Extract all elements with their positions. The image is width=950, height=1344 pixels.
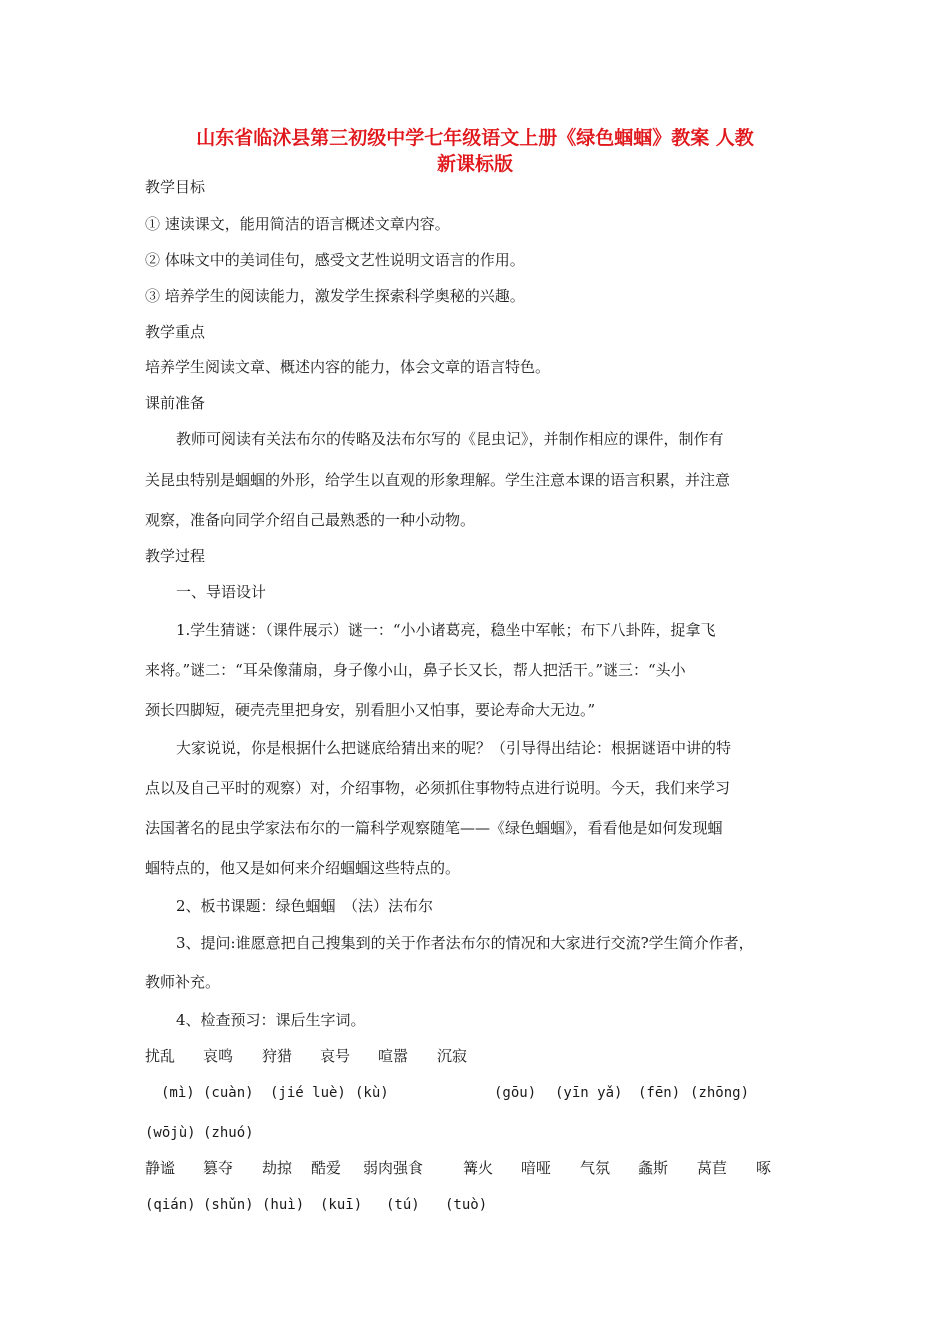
vocab-word: 哀号 [320,1047,351,1065]
vocab-word: 静谧 [145,1159,176,1177]
vocab-pinyin: (tú) [386,1197,420,1213]
focus-heading: 教学重点 [145,323,206,341]
riddle-line-1: 1.学生猜谜：（课件展示）谜一：“小小诸葛亮，稳坐中军帐；布下八卦阵，捉拿飞 [176,621,716,639]
section-3-line-2: 教师补充。 [145,973,221,991]
riddle-line-3: 颈长四脚短，硬壳壳里把身安，别看胆小又怕事，要论寿命大无边。” [145,701,596,719]
objective-item-2: ② 体味文中的美词佳句，感受文艺性说明文语言的作用。 [145,251,525,269]
section-3-line-1: 3、提问:谁愿意把自己搜集到的关于作者法布尔的情况和大家进行交流?学生简介作者， [176,934,754,952]
vocab-pinyin: (shǔn) [203,1197,254,1213]
vocab-word: 气氛 [580,1159,611,1177]
process-heading: 教学过程 [145,547,206,565]
vocab-pinyin: (kuī) [320,1197,363,1213]
section-1-heading: 一、导语设计 [176,583,267,601]
discussion-line-1: 大家说说，你是根据什么把谜底给猜出来的呢？（引导得出结论：根据谜语中讲的特 [176,739,732,757]
vocab-pinyin: (huì) [262,1197,305,1213]
vocab-word: 哀鸣 [203,1047,234,1065]
vocab-word: 扰乱 [145,1047,176,1065]
document-title-line-1: 山东省临沭县第三初级中学七年级语文上册《绿色蝈蝈》教案 人教 [196,127,754,149]
vocab-word: 螽斯 [638,1159,669,1177]
vocab-pinyin: (qián) [145,1197,196,1213]
vocab-word: 劫掠 [262,1159,293,1177]
section-4-text: 4、检查预习：课后生字词。 [176,1011,366,1029]
vocab-word: 篡夺 [203,1159,234,1177]
prep-line-2: 关昆虫特别是蝈蝈的外形，给学生以直观的形象理解。学生注意本课的语言积累，并注意 [145,471,731,489]
vocab-word: 喧嚣 [378,1047,409,1065]
section-2-text: 2、板书课题：绿色蝈蝈 （法）法布尔 [176,897,434,915]
focus-text: 培养学生阅读文章、概述内容的能力，体会文章的语言特色。 [145,358,551,376]
vocab-pinyin: (wōjù) [145,1125,196,1141]
riddle-line-2: 来将。”谜二：“耳朵像蒲扇，身子像小山，鼻子长又长，帮人把活干。”谜三：“头小 [145,661,686,679]
vocab-word: 喑哑 [521,1159,552,1177]
vocab-pinyin: (mì) [161,1085,195,1101]
objective-item-1: ① 速读课文，能用简洁的语言概述文章内容。 [145,215,450,233]
discussion-line-3: 法国著名的昆虫学家法布尔的一篇科学观察随笔——《绿色蝈蝈》，看看他是如何发现蝈 [145,819,723,837]
prep-line-1: 教师可阅读有关法布尔的传略及法布尔写的《昆虫记》，并制作相应的课件，制作有 [176,430,724,448]
objectives-heading: 教学目标 [145,178,206,196]
vocab-pinyin: (zhōng) [690,1085,750,1101]
vocab-word: 沉寂 [437,1047,468,1065]
vocab-word: 啄 [756,1159,772,1177]
vocab-pinyin: (cuàn) [203,1085,254,1101]
vocab-pinyin: (tuò) [445,1197,488,1213]
vocab-pinyin: (jié luè) [270,1085,346,1101]
prep-line-3: 观察，准备向同学介绍自己最熟悉的一种小动物。 [145,511,476,529]
vocab-pinyin: (gōu) [494,1085,537,1101]
vocab-word: 弱肉强食 [363,1159,424,1177]
vocab-word: 莴苣 [697,1159,728,1177]
vocab-word: 狩猎 [262,1047,293,1065]
discussion-line-2: 点以及自己平时的观察）对，介绍事物，必须抓住事物特点进行说明。今天，我们来学习 [145,779,731,797]
vocab-word: 酷爱 [311,1159,342,1177]
vocab-pinyin: (yīn yǎ) [555,1085,623,1101]
prep-heading: 课前准备 [145,394,206,412]
vocab-pinyin: (zhuó) [203,1125,254,1141]
vocab-pinyin: (kù) [355,1085,389,1101]
discussion-line-4: 蝈特点的，他又是如何来介绍蝈蝈这些特点的。 [145,859,461,877]
vocab-pinyin: (fēn) [638,1085,681,1101]
document-title-line-2: 新课标版 [436,153,513,175]
objective-item-3: ③ 培养学生的阅读能力，激发学生探索科学奥秘的兴趣。 [145,287,525,305]
vocab-word: 篝火 [463,1159,494,1177]
